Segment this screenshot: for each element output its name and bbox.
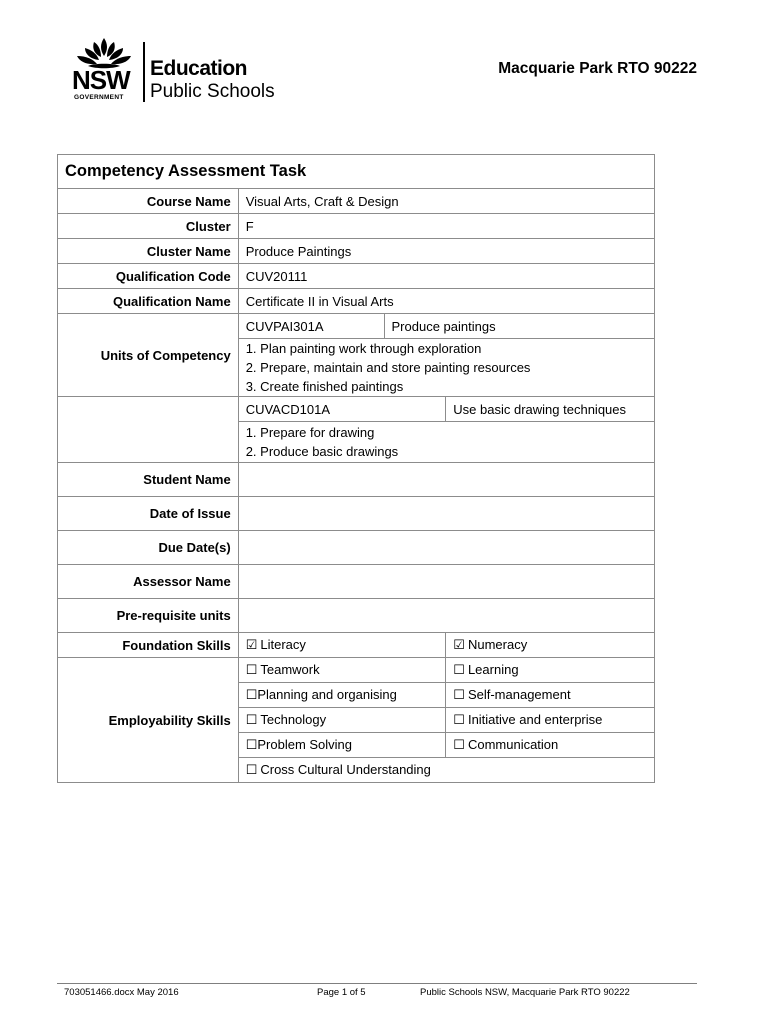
checkbox-icon[interactable]: ☐	[453, 687, 465, 702]
unit-2-blank-label	[58, 397, 239, 463]
unit-1-header-row	[58, 314, 655, 339]
skill-label: Self-management	[467, 687, 571, 702]
unit-1-elements	[238, 339, 654, 397]
skill-label: Problem Solving	[257, 737, 353, 752]
cluster-value[interactable]: F	[238, 214, 654, 239]
due-dates-label: Due Date(s)	[58, 531, 239, 565]
unit-1-element: 1. Plan painting work through exploration	[245, 341, 482, 356]
logo-public-schools: Public Schools	[150, 81, 275, 102]
qualification-code-row	[58, 264, 655, 289]
skill-label: Learning	[467, 662, 519, 677]
skill-label: Planning and organising	[257, 687, 397, 702]
form-title: Competency Assessment Task	[58, 155, 655, 189]
unit-1-element: 2. Prepare, maintain and store painting resources	[245, 360, 531, 375]
unit-2-code: CUVACD101A	[238, 397, 446, 422]
footer-file: 703051466.docx May 2016	[64, 987, 179, 998]
course-name-value[interactable]: Visual Arts, Craft & Design	[238, 189, 654, 214]
student-name-label: Student Name	[58, 463, 239, 497]
skill-label: Literacy	[260, 637, 306, 652]
skill-label: Numeracy	[467, 637, 528, 652]
logo-government: GOVERNMENT	[74, 94, 124, 101]
checkbox-icon[interactable]: ☐	[245, 762, 258, 777]
skill-self-management[interactable]	[446, 683, 655, 708]
cluster-name-row	[58, 239, 655, 264]
footer-page-number: Page 1 of 5	[317, 987, 366, 998]
foundation-skills-row	[58, 633, 655, 658]
qualification-name-value[interactable]: Certificate II in Visual Arts	[238, 289, 654, 314]
qualification-name-label: Qualification Name	[58, 289, 239, 314]
unit-2-element: 2. Produce basic drawings	[245, 444, 399, 459]
course-name-label: Course Name	[58, 189, 239, 214]
qualification-code-value[interactable]: CUV20111	[238, 264, 654, 289]
due-dates-row	[58, 531, 655, 565]
foundation-skills-label: Foundation Skills	[58, 633, 239, 658]
unit-1-name: Produce paintings	[384, 314, 654, 339]
skill-initiative-and-enterprise[interactable]	[446, 708, 655, 733]
skill-label: Initiative and enterprise	[467, 712, 603, 727]
employability-skills-label: Employability Skills	[58, 658, 239, 783]
logo-nsw: NSW	[72, 65, 130, 95]
cluster-row	[58, 214, 655, 239]
unit-2-header-row	[58, 397, 655, 422]
checkbox-icon[interactable]: ☐	[245, 687, 258, 702]
cluster-name-label: Cluster Name	[58, 239, 239, 264]
checkbox-icon[interactable]: ☐	[453, 662, 465, 677]
skill-numeracy[interactable]	[446, 633, 655, 658]
unit-2-element: 1. Prepare for drawing	[245, 425, 375, 440]
qualification-code-label: Qualification Code	[58, 264, 239, 289]
assessor-name-row	[58, 565, 655, 599]
unit-2-name: Use basic drawing techniques	[446, 397, 655, 422]
skill-planning-and-organising[interactable]	[238, 683, 446, 708]
rto-title: Macquarie Park RTO 90222	[498, 60, 697, 77]
units-of-competency-label: Units of Competency	[58, 314, 239, 397]
checkbox-icon[interactable]: ☐	[453, 712, 465, 727]
footer-org: Public Schools NSW, Macquarie Park RTO 90222	[420, 987, 630, 998]
due-dates-field[interactable]	[238, 531, 654, 565]
prerequisite-units-row	[58, 599, 655, 633]
cluster-name-value[interactable]: Produce Paintings	[238, 239, 654, 264]
nsw-education-logo	[72, 36, 292, 106]
course-name-row	[58, 189, 655, 214]
checkbox-icon[interactable]: ☐	[245, 662, 258, 677]
checked-box-icon[interactable]: ☑	[245, 637, 258, 652]
unit-1-element: 3. Create finished paintings	[245, 379, 404, 394]
assessor-name-label: Assessor Name	[58, 565, 239, 599]
prerequisite-units-label: Pre-requisite units	[58, 599, 239, 633]
logo-divider	[143, 42, 145, 102]
skill-communication[interactable]	[446, 733, 655, 758]
skill-cross-cultural-understanding[interactable]	[238, 758, 654, 783]
assessment-task-table	[57, 154, 655, 783]
unit-1-code: CUVPAI301A	[238, 314, 384, 339]
skill-label: Cross Cultural Understanding	[260, 762, 431, 777]
skill-problem-solving[interactable]	[238, 733, 446, 758]
qualification-name-row	[58, 289, 655, 314]
student-name-row	[58, 463, 655, 497]
employability-row-1	[58, 658, 655, 683]
cluster-label: Cluster	[58, 214, 239, 239]
skill-label: Communication	[467, 737, 559, 752]
checked-box-icon[interactable]: ☑	[453, 637, 465, 652]
date-of-issue-row	[58, 497, 655, 531]
footer-divider	[57, 983, 697, 984]
checkbox-icon[interactable]: ☐	[453, 737, 465, 752]
skill-literacy[interactable]	[238, 633, 446, 658]
date-of-issue-field[interactable]	[238, 497, 654, 531]
student-name-field[interactable]	[238, 463, 654, 497]
checkbox-icon[interactable]: ☐	[245, 712, 258, 727]
unit-2-elements	[238, 422, 654, 463]
assessor-name-field[interactable]	[238, 565, 654, 599]
logo-education: Education	[150, 57, 248, 80]
checkbox-icon[interactable]: ☐	[245, 737, 258, 752]
skill-technology[interactable]	[238, 708, 446, 733]
skill-label: Teamwork	[260, 662, 320, 677]
skill-teamwork[interactable]	[238, 658, 446, 683]
skill-learning[interactable]	[446, 658, 655, 683]
prerequisite-units-field[interactable]	[238, 599, 654, 633]
date-of-issue-label: Date of Issue	[58, 497, 239, 531]
skill-label: Technology	[260, 712, 327, 727]
